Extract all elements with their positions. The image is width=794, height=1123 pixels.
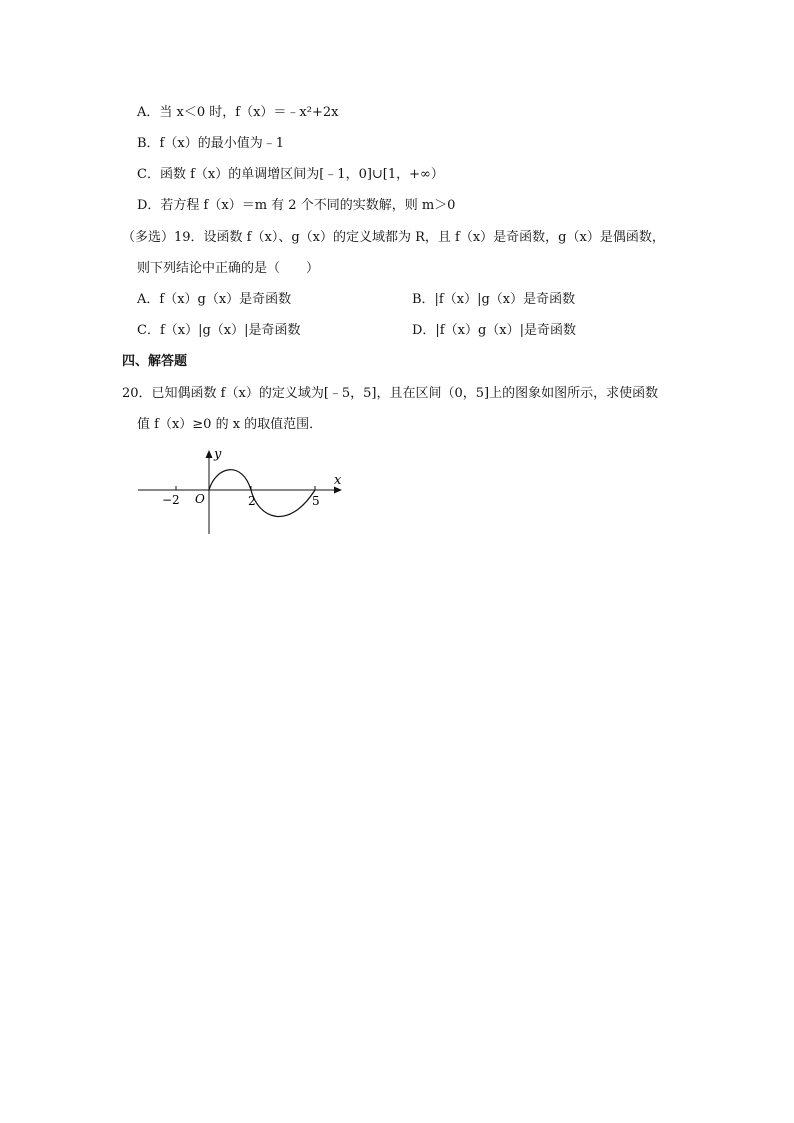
tick-label-2: 2 (248, 494, 256, 508)
y-axis-arrow (206, 450, 213, 458)
q18-option-b: B．f（x）的最小值为﹣1 (137, 136, 284, 151)
q18-option-d: D．若方程 f（x）＝m 有 2 个不同的实数解，则 m＞0 (137, 198, 456, 213)
q20-stem-line1: 20．已知偶函数 f（x）的定义域为[﹣5，5]，且在区间（0，5]上的图象如图所示，求使函数 (122, 386, 659, 401)
q19-option-c: C．f（x）|g（x）|是奇函数 (137, 323, 301, 338)
origin-label: O (195, 492, 205, 506)
q20-stem-line2: 值 f（x）≥0 的 x 的取值范围． (137, 417, 323, 432)
y-axis-label: y (214, 447, 222, 462)
function-graph (138, 446, 348, 538)
q19-option-d: D．|f（x）g（x）|是奇函数 (412, 323, 576, 338)
tick-label-5: 5 (312, 494, 320, 508)
section-heading: 四、解答题 (122, 354, 188, 369)
function-curve (209, 470, 315, 517)
q18-option-c: C．函数 f（x）的单调增区间为[﹣1，0]∪[1，+∞） (137, 167, 444, 182)
q19-option-a: A．f（x）g（x）是奇函数 (137, 292, 292, 307)
x-axis-label: x (334, 473, 342, 488)
tick-label-neg2: −2 (162, 493, 180, 507)
q19-stem-line2: 则下列结论中正确的是（ ） (137, 261, 320, 276)
q19-option-b: B．|f（x）|g（x）是奇函数 (412, 292, 576, 307)
q18-option-a: A．当 x＜0 时，f（x）＝﹣x²+2x (137, 105, 339, 120)
q19-stem-line1: （多选）19．设函数 f（x）、g（x）的定义域都为 R，且 f（x）是奇函数，g（x）是偶函数， (122, 230, 665, 245)
